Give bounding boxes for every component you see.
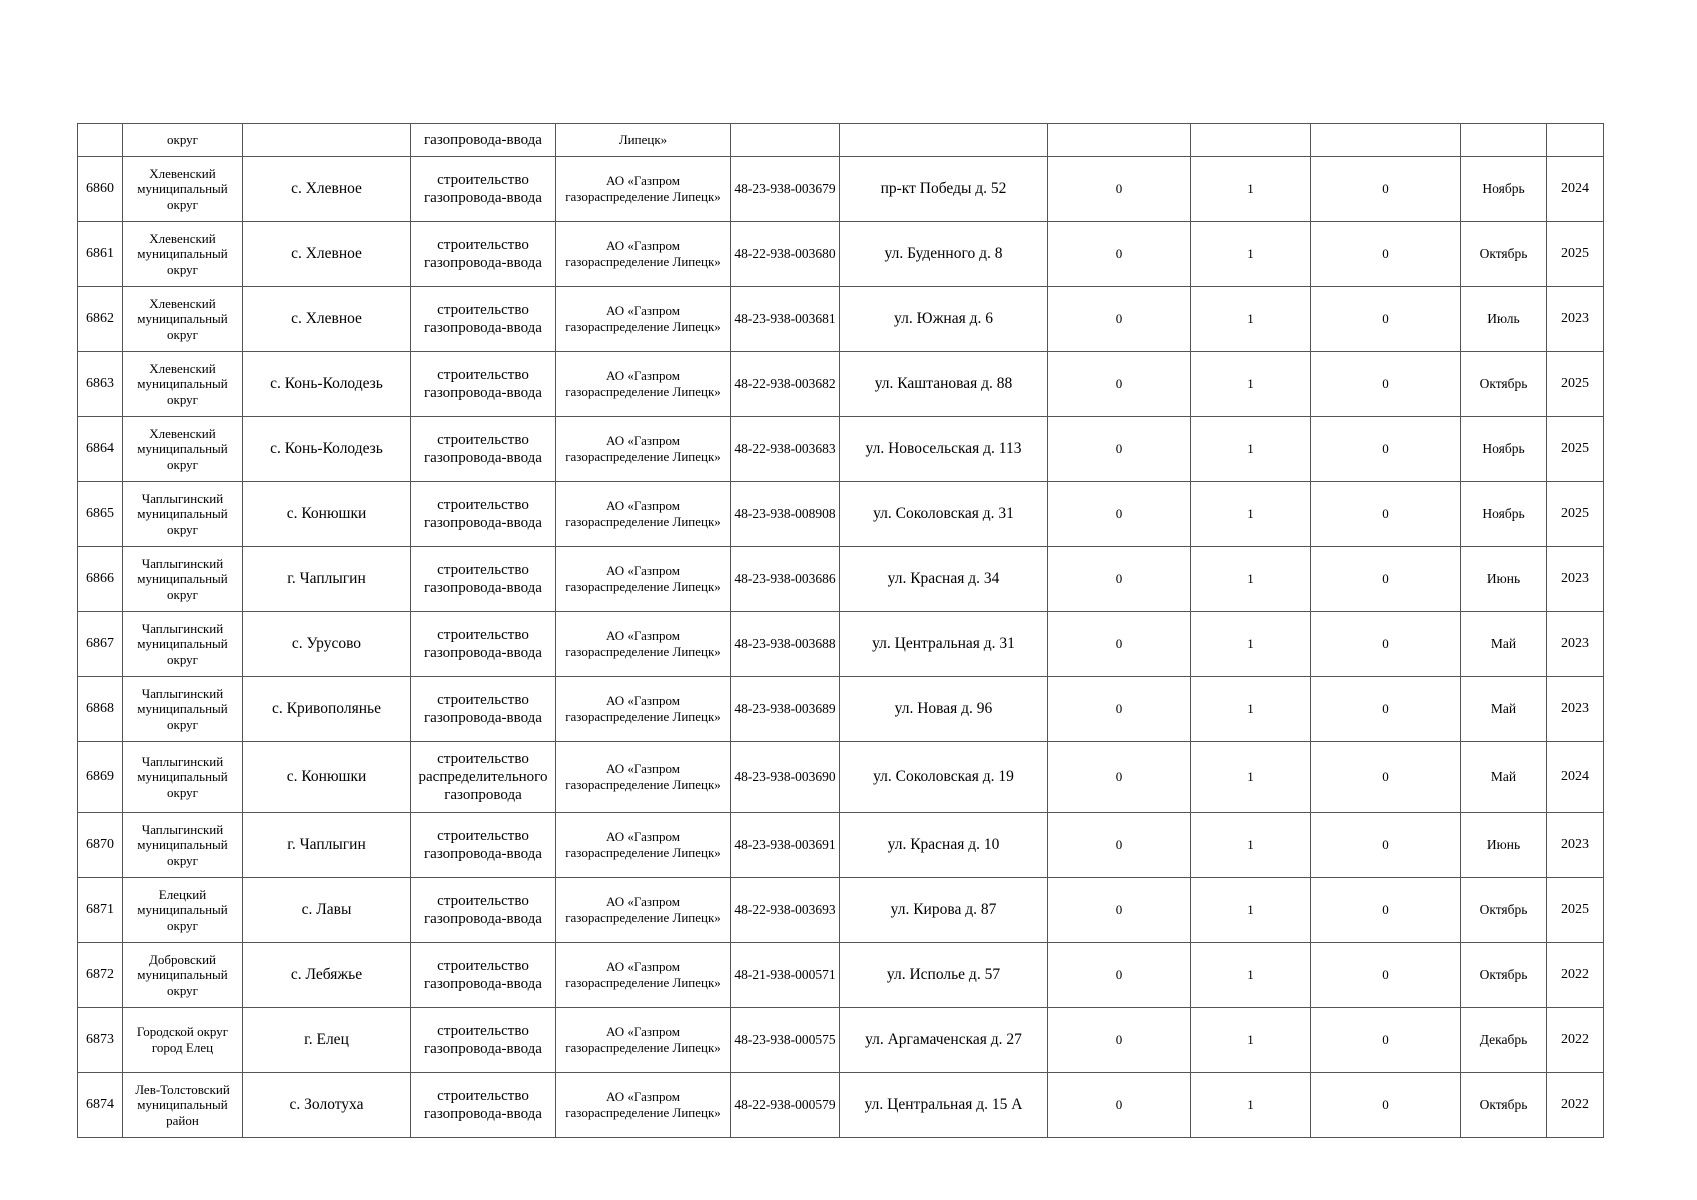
cell-value-2: 1 bbox=[1191, 352, 1311, 417]
cell-code: 48-22-938-000579 bbox=[731, 1073, 840, 1138]
cell-year: 2024 bbox=[1547, 742, 1604, 813]
cell-month bbox=[1461, 124, 1547, 157]
cell-district: Добровский муниципальный округ bbox=[123, 943, 243, 1008]
cell-work: строительство газопровода-ввода bbox=[411, 352, 556, 417]
cell-num: 6865 bbox=[78, 482, 123, 547]
cell-work: строительство газопровода-ввода bbox=[411, 612, 556, 677]
cell-work: строительство газопровода-ввода bbox=[411, 813, 556, 878]
cell-value-3: 0 bbox=[1311, 482, 1461, 547]
cell-value-2: 1 bbox=[1191, 417, 1311, 482]
cell-value-3: 0 bbox=[1311, 813, 1461, 878]
cell-year: 2022 bbox=[1547, 1008, 1604, 1073]
cell-address: ул. Каштановая д. 88 bbox=[840, 352, 1048, 417]
cell-code: 48-22-938-003680 bbox=[731, 222, 840, 287]
cell-value-1: 0 bbox=[1048, 878, 1191, 943]
table-row bbox=[78, 157, 1604, 222]
cell-org: АО «Газпром газораспределение Липецк» bbox=[556, 157, 731, 222]
cell-value-3: 0 bbox=[1311, 1073, 1461, 1138]
cell-year: 2022 bbox=[1547, 1073, 1604, 1138]
cell-locality: с. Урусово bbox=[243, 612, 411, 677]
cell-value-3: 0 bbox=[1311, 878, 1461, 943]
cell-org: АО «Газпром газораспределение Липецк» bbox=[556, 742, 731, 813]
cell-month: Октябрь bbox=[1461, 352, 1547, 417]
cell-month: Октябрь bbox=[1461, 943, 1547, 1008]
cell-district: Хлевенский муниципальный округ bbox=[123, 417, 243, 482]
cell-org: АО «Газпром газораспределение Липецк» bbox=[556, 677, 731, 742]
cell-org: АО «Газпром газораспределение Липецк» bbox=[556, 878, 731, 943]
cell-value-2: 1 bbox=[1191, 943, 1311, 1008]
cell-locality: с. Кривополянье bbox=[243, 677, 411, 742]
table-row bbox=[78, 222, 1604, 287]
cell-month: Июнь bbox=[1461, 813, 1547, 878]
cell-org: АО «Газпром газораспределение Липецк» bbox=[556, 1073, 731, 1138]
cell-address: ул. Новая д. 96 bbox=[840, 677, 1048, 742]
cell-value-2: 1 bbox=[1191, 677, 1311, 742]
document-page bbox=[77, 123, 1603, 1138]
cell-month: Май bbox=[1461, 677, 1547, 742]
cell-num: 6873 bbox=[78, 1008, 123, 1073]
cell-locality: с. Хлевное bbox=[243, 222, 411, 287]
cell-locality: с. Лебяжье bbox=[243, 943, 411, 1008]
cell-address: ул. Исполье д. 57 bbox=[840, 943, 1048, 1008]
cell-num: 6871 bbox=[78, 878, 123, 943]
cell-code: 48-22-938-003682 bbox=[731, 352, 840, 417]
cell-locality: с. Конь-Колодезь bbox=[243, 352, 411, 417]
cell-value-2: 1 bbox=[1191, 287, 1311, 352]
cell-month: Октябрь bbox=[1461, 878, 1547, 943]
cell-num: 6868 bbox=[78, 677, 123, 742]
cell-num: 6860 bbox=[78, 157, 123, 222]
cell-year bbox=[1547, 124, 1604, 157]
cell-value-3: 0 bbox=[1311, 1008, 1461, 1073]
cell-address: ул. Буденного д. 8 bbox=[840, 222, 1048, 287]
cell-value-2: 1 bbox=[1191, 1073, 1311, 1138]
cell-code bbox=[731, 124, 840, 157]
cell-org: АО «Газпром газораспределение Липецк» bbox=[556, 287, 731, 352]
cell-address: ул. Красная д. 34 bbox=[840, 547, 1048, 612]
cell-district: Хлевенский муниципальный округ bbox=[123, 287, 243, 352]
cell-work: строительство распределительного газопровода bbox=[411, 742, 556, 813]
cell-code: 48-23-938-008908 bbox=[731, 482, 840, 547]
cell-value-2: 1 bbox=[1191, 222, 1311, 287]
cell-locality: с. Лавы bbox=[243, 878, 411, 943]
cell-value-1: 0 bbox=[1048, 1073, 1191, 1138]
cell-month: Май bbox=[1461, 612, 1547, 677]
cell-month: Декабрь bbox=[1461, 1008, 1547, 1073]
cell-value-1: 0 bbox=[1048, 482, 1191, 547]
cell-value-1: 0 bbox=[1048, 417, 1191, 482]
cell-month: Июнь bbox=[1461, 547, 1547, 612]
cell-value-1: 0 bbox=[1048, 677, 1191, 742]
cell-month: Ноябрь bbox=[1461, 157, 1547, 222]
table-row bbox=[78, 813, 1604, 878]
gasification-table bbox=[77, 123, 1604, 1138]
cell-district: Хлевенский муниципальный округ bbox=[123, 157, 243, 222]
table-row bbox=[78, 352, 1604, 417]
cell-work: газопровода-ввода bbox=[411, 124, 556, 157]
cell-value-1: 0 bbox=[1048, 287, 1191, 352]
cell-locality: с. Конюшки bbox=[243, 482, 411, 547]
table-row bbox=[78, 612, 1604, 677]
cell-year: 2025 bbox=[1547, 482, 1604, 547]
cell-value-2: 1 bbox=[1191, 742, 1311, 813]
cell-district: Чаплыгинский муниципальный округ bbox=[123, 677, 243, 742]
table-row bbox=[78, 742, 1604, 813]
cell-district: Чаплыгинский муниципальный округ bbox=[123, 813, 243, 878]
cell-code: 48-23-938-003688 bbox=[731, 612, 840, 677]
cell-code: 48-23-938-003691 bbox=[731, 813, 840, 878]
cell-year: 2023 bbox=[1547, 547, 1604, 612]
cell-address: ул. Новосельская д. 113 bbox=[840, 417, 1048, 482]
cell-locality: с. Хлевное bbox=[243, 157, 411, 222]
cell-district: Хлевенский муниципальный округ bbox=[123, 222, 243, 287]
cell-address: ул. Кирова д. 87 bbox=[840, 878, 1048, 943]
cell-work: строительство газопровода-ввода bbox=[411, 1008, 556, 1073]
cell-num: 6872 bbox=[78, 943, 123, 1008]
cell-work: строительство газопровода-ввода bbox=[411, 287, 556, 352]
cell-code: 48-21-938-000571 bbox=[731, 943, 840, 1008]
cell-code: 48-22-938-003683 bbox=[731, 417, 840, 482]
cell-num: 6866 bbox=[78, 547, 123, 612]
cell-address: ул. Центральная д. 31 bbox=[840, 612, 1048, 677]
cell-value-2: 1 bbox=[1191, 1008, 1311, 1073]
cell-org: АО «Газпром газораспределение Липецк» bbox=[556, 943, 731, 1008]
cell-district: Чаплыгинский муниципальный округ bbox=[123, 612, 243, 677]
cell-org: Липецк» bbox=[556, 124, 731, 157]
cell-district: округ bbox=[123, 124, 243, 157]
cell-address: ул. Красная д. 10 bbox=[840, 813, 1048, 878]
cell-value-2: 1 bbox=[1191, 878, 1311, 943]
table-body bbox=[78, 124, 1604, 1138]
cell-value-3: 0 bbox=[1311, 222, 1461, 287]
cell-year: 2025 bbox=[1547, 222, 1604, 287]
cell-org: АО «Газпром газораспределение Липецк» bbox=[556, 417, 731, 482]
cell-address: ул. Южная д. 6 bbox=[840, 287, 1048, 352]
cell-district: Лев-Толстовский муниципальный район bbox=[123, 1073, 243, 1138]
cell-org: АО «Газпром газораспределение Липецк» bbox=[556, 612, 731, 677]
cell-value-1: 0 bbox=[1048, 222, 1191, 287]
cell-org: АО «Газпром газораспределение Липецк» bbox=[556, 352, 731, 417]
cell-month: Ноябрь bbox=[1461, 482, 1547, 547]
cell-value-2: 1 bbox=[1191, 813, 1311, 878]
cell-value-3: 0 bbox=[1311, 352, 1461, 417]
cell-num: 6867 bbox=[78, 612, 123, 677]
cell-district: Чаплыгинский муниципальный округ bbox=[123, 742, 243, 813]
cell-num: 6870 bbox=[78, 813, 123, 878]
cell-value-3: 0 bbox=[1311, 417, 1461, 482]
cell-value-3: 0 bbox=[1311, 677, 1461, 742]
cell-org: АО «Газпром газораспределение Липецк» bbox=[556, 547, 731, 612]
table-row bbox=[78, 878, 1604, 943]
cell-work: строительство газопровода-ввода bbox=[411, 222, 556, 287]
cell-year: 2023 bbox=[1547, 287, 1604, 352]
table-row bbox=[78, 1073, 1604, 1138]
cell-month: Октябрь bbox=[1461, 222, 1547, 287]
cell-value-2: 1 bbox=[1191, 547, 1311, 612]
cell-address: пр-кт Победы д. 52 bbox=[840, 157, 1048, 222]
cell-value-3: 0 bbox=[1311, 612, 1461, 677]
cell-code: 48-23-938-003690 bbox=[731, 742, 840, 813]
cell-value-1: 0 bbox=[1048, 742, 1191, 813]
cell-value-1: 0 bbox=[1048, 943, 1191, 1008]
cell-work: строительство газопровода-ввода bbox=[411, 1073, 556, 1138]
cell-code: 48-23-938-003681 bbox=[731, 287, 840, 352]
cell-address: ул. Центральная д. 15 А bbox=[840, 1073, 1048, 1138]
cell-value-2: 1 bbox=[1191, 612, 1311, 677]
cell-locality: с. Конюшки bbox=[243, 742, 411, 813]
cell-num: 6864 bbox=[78, 417, 123, 482]
cell-district: Чаплыгинский муниципальный округ bbox=[123, 482, 243, 547]
cell-code: 48-23-938-003689 bbox=[731, 677, 840, 742]
table-row-continuation bbox=[78, 124, 1604, 157]
cell-district: Чаплыгинский муниципальный округ bbox=[123, 547, 243, 612]
table-row bbox=[78, 1008, 1604, 1073]
cell-work: строительство газопровода-ввода bbox=[411, 482, 556, 547]
cell-org: АО «Газпром газораспределение Липецк» bbox=[556, 1008, 731, 1073]
cell-value-1: 0 bbox=[1048, 547, 1191, 612]
cell-value-1: 0 bbox=[1048, 612, 1191, 677]
cell-address: ул. Аргамаченская д. 27 bbox=[840, 1008, 1048, 1073]
cell-num: 6861 bbox=[78, 222, 123, 287]
cell-year: 2023 bbox=[1547, 677, 1604, 742]
cell-value-3: 0 bbox=[1311, 742, 1461, 813]
cell-locality: с. Хлевное bbox=[243, 287, 411, 352]
cell-district: Городской округ город Елец bbox=[123, 1008, 243, 1073]
cell-value-1: 0 bbox=[1048, 157, 1191, 222]
cell-num: 6862 bbox=[78, 287, 123, 352]
table-row bbox=[78, 417, 1604, 482]
cell-address: ул. Соколовская д. 19 bbox=[840, 742, 1048, 813]
cell-org: АО «Газпром газораспределение Липецк» bbox=[556, 813, 731, 878]
cell-work: строительство газопровода-ввода bbox=[411, 677, 556, 742]
cell-work: строительство газопровода-ввода bbox=[411, 157, 556, 222]
cell-value-1 bbox=[1048, 124, 1191, 157]
cell-year: 2022 bbox=[1547, 943, 1604, 1008]
cell-value-2: 1 bbox=[1191, 482, 1311, 547]
cell-org: АО «Газпром газораспределение Липецк» bbox=[556, 222, 731, 287]
cell-value-3 bbox=[1311, 124, 1461, 157]
cell-district: Елецкий муниципальный округ bbox=[123, 878, 243, 943]
cell-locality: с. Конь-Колодезь bbox=[243, 417, 411, 482]
table-row bbox=[78, 547, 1604, 612]
cell-month: Октябрь bbox=[1461, 1073, 1547, 1138]
cell-value-3: 0 bbox=[1311, 547, 1461, 612]
cell-locality: г. Елец bbox=[243, 1008, 411, 1073]
cell-num: 6869 bbox=[78, 742, 123, 813]
cell-locality: с. Золотуха bbox=[243, 1073, 411, 1138]
table-row bbox=[78, 943, 1604, 1008]
table-row bbox=[78, 482, 1604, 547]
cell-work: строительство газопровода-ввода bbox=[411, 878, 556, 943]
cell-year: 2023 bbox=[1547, 813, 1604, 878]
cell-month: Июль bbox=[1461, 287, 1547, 352]
cell-locality: г. Чаплыгин bbox=[243, 547, 411, 612]
cell-code: 48-23-938-003686 bbox=[731, 547, 840, 612]
cell-work: строительство газопровода-ввода bbox=[411, 943, 556, 1008]
cell-year: 2024 bbox=[1547, 157, 1604, 222]
cell-num: 6874 bbox=[78, 1073, 123, 1138]
cell-code: 48-23-938-000575 bbox=[731, 1008, 840, 1073]
cell-address: ул. Соколовская д. 31 bbox=[840, 482, 1048, 547]
cell-work: строительство газопровода-ввода bbox=[411, 547, 556, 612]
cell-year: 2023 bbox=[1547, 612, 1604, 677]
cell-month: Ноябрь bbox=[1461, 417, 1547, 482]
cell-month: Май bbox=[1461, 742, 1547, 813]
cell-district: Хлевенский муниципальный округ bbox=[123, 352, 243, 417]
cell-work: строительство газопровода-ввода bbox=[411, 417, 556, 482]
cell-value-3: 0 bbox=[1311, 943, 1461, 1008]
table-row bbox=[78, 677, 1604, 742]
cell-code: 48-22-938-003693 bbox=[731, 878, 840, 943]
cell-num: 6863 bbox=[78, 352, 123, 417]
cell-year: 2025 bbox=[1547, 878, 1604, 943]
cell-address bbox=[840, 124, 1048, 157]
cell-code: 48-23-938-003679 bbox=[731, 157, 840, 222]
cell-locality bbox=[243, 124, 411, 157]
cell-year: 2025 bbox=[1547, 352, 1604, 417]
cell-value-2: 1 bbox=[1191, 157, 1311, 222]
cell-year: 2025 bbox=[1547, 417, 1604, 482]
cell-locality: г. Чаплыгин bbox=[243, 813, 411, 878]
cell-value-1: 0 bbox=[1048, 352, 1191, 417]
cell-num bbox=[78, 124, 123, 157]
cell-org: АО «Газпром газораспределение Липецк» bbox=[556, 482, 731, 547]
cell-value-3: 0 bbox=[1311, 157, 1461, 222]
cell-value-1: 0 bbox=[1048, 813, 1191, 878]
cell-value-3: 0 bbox=[1311, 287, 1461, 352]
table-row bbox=[78, 287, 1604, 352]
cell-value-2 bbox=[1191, 124, 1311, 157]
cell-value-1: 0 bbox=[1048, 1008, 1191, 1073]
